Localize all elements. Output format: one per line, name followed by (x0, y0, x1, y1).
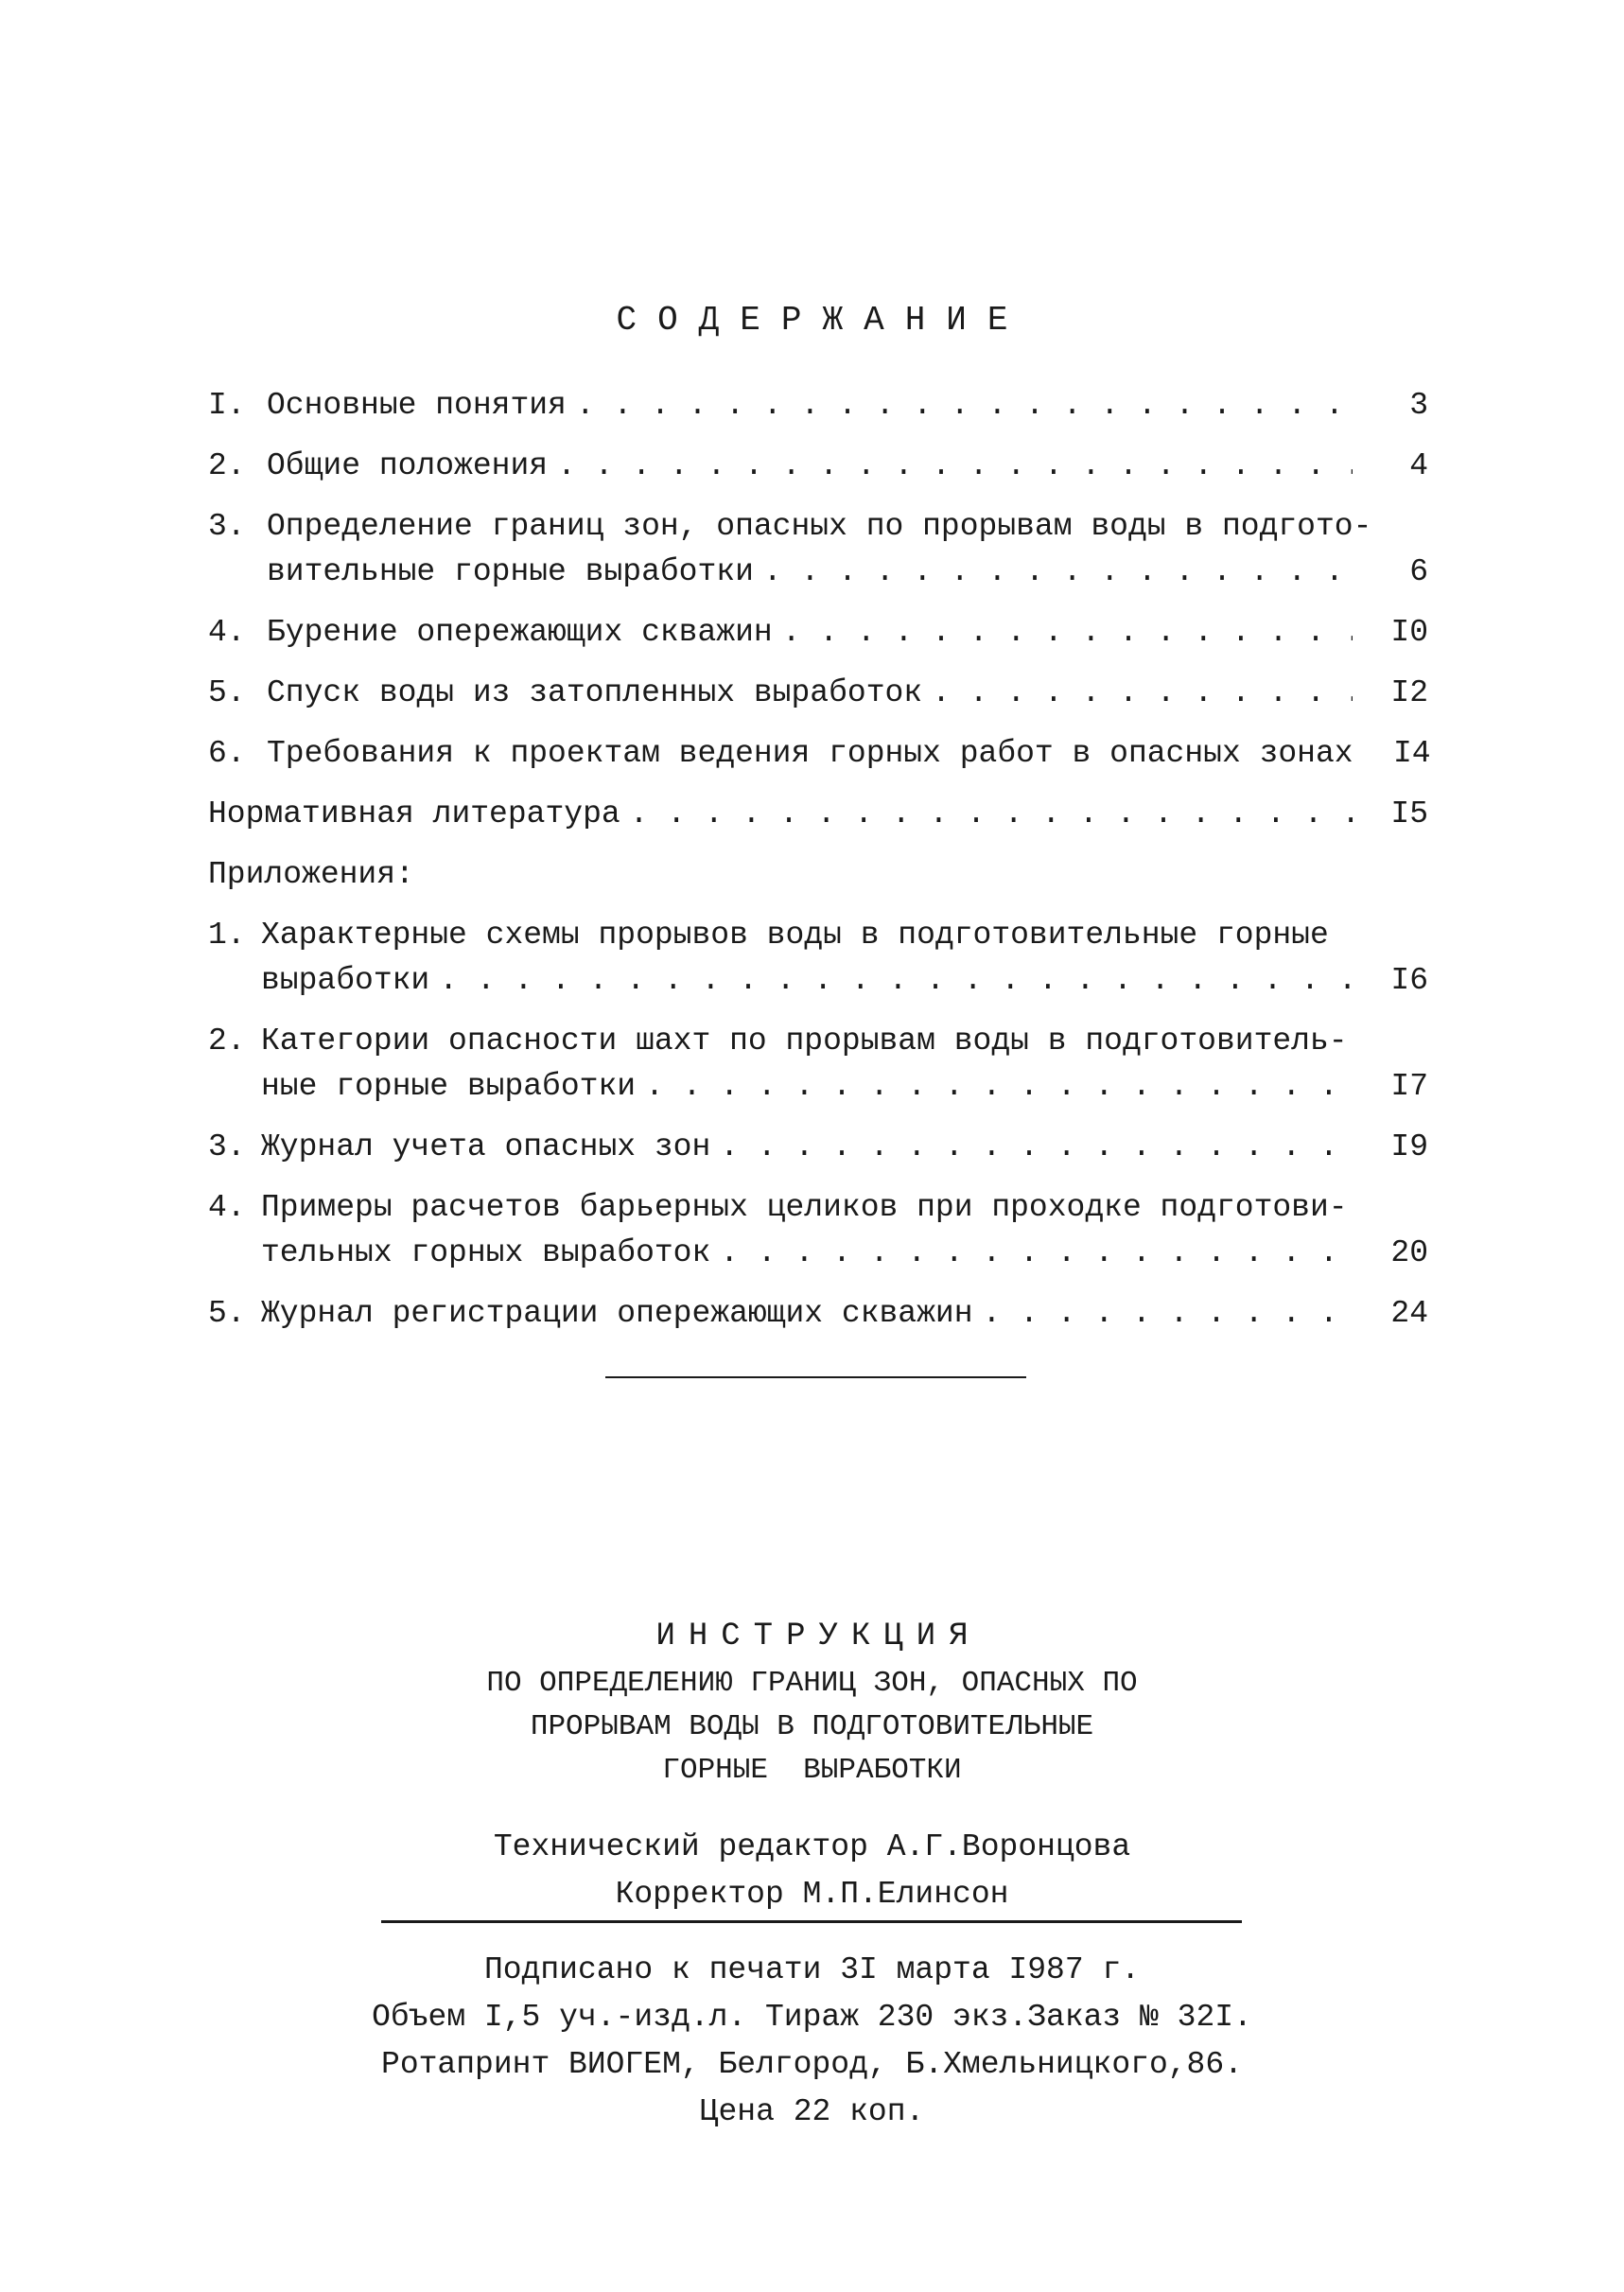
toc-entry-text-continued: вительные горные выработки (267, 554, 754, 589)
appendix-text: Примеры расчетов барьерных целиков при проходке подготови- (261, 1190, 1348, 1225)
instruction-title: ИНСТРУКЦИЯ (655, 1618, 982, 1654)
toc-entry-number: 3. (208, 509, 246, 544)
appendix-number: 4. (208, 1190, 246, 1225)
corrector: Корректор М.П.Елинсон (615, 1877, 1009, 1912)
appendix-page: 20 (1390, 1235, 1428, 1270)
toc-entry (208, 671, 1428, 716)
dot-leader (983, 1291, 1353, 1337)
appendix-text-continued: ные горные выработки (261, 1069, 637, 1104)
credits-block (0, 1824, 1624, 1918)
toc-entry-text: Основные понятия (267, 388, 567, 423)
toc-entry-page: 3 (1409, 388, 1428, 423)
toc-entry-text: Спуск воды из затопленных выработок (267, 675, 923, 710)
toc-entry-page: I2 (1390, 675, 1428, 710)
toc-entry-text: Требования к проектам ведения горных работ в опасных зонах (267, 736, 1353, 771)
toc-entry-number: 6. (208, 736, 246, 771)
dot-leader (763, 550, 1353, 595)
divider-short (605, 1376, 1026, 1378)
toc-entry-text: Общие положения (267, 448, 549, 483)
table-of-contents (208, 383, 1431, 1352)
appendix-text: Журнал регистрации опережающих скважин (261, 1296, 973, 1331)
appendix-text-continued: выработки (261, 963, 430, 998)
appendix-entry (208, 1291, 1428, 1337)
toc-entry-number: 5. (208, 675, 246, 710)
dot-leader (439, 958, 1353, 1004)
instruction-subtitle-line: ПО ОПРЕДЕЛЕНИЮ ГРАНИЦ ЗОН, ОПАСНЫХ ПО (486, 1667, 1138, 1700)
dot-leader (557, 444, 1353, 489)
literature-page: I5 (1390, 796, 1428, 831)
toc-entry-page: I4 (1392, 736, 1431, 771)
appendix-text: Журнал учета опасных зон (261, 1129, 711, 1164)
appendix-entry (208, 1125, 1428, 1170)
imprint-block (0, 1947, 1624, 2136)
appendix-number: 5. (208, 1296, 246, 1331)
toc-entry-page: 4 (1409, 448, 1428, 483)
instruction-block (0, 1615, 1624, 1793)
toc-title: СОДЕРЖАНИЕ (616, 301, 1029, 340)
imprint-printer: Ротапринт ВИОГЕМ, Белгород, Б.Хмельницкого,86. (381, 2047, 1243, 2082)
dot-leader (630, 792, 1353, 837)
appendix-number: 1. (208, 918, 246, 953)
literature-label: Нормативная литература (208, 796, 620, 831)
appendix-page: 24 (1390, 1296, 1428, 1331)
toc-entry-number: 4. (208, 615, 246, 650)
tech-editor: Технический редактор А.Г.Воронцова (493, 1829, 1131, 1864)
instruction-subtitle-line: ГОРНЫЕ ВЫРАБОТКИ (662, 1754, 962, 1787)
imprint-signed: Подписано к печати 3I марта I987 г. (483, 1952, 1141, 1987)
appendix-page: I6 (1390, 963, 1428, 998)
toc-entry-number: 2. (208, 448, 246, 483)
appendix-text: Категории опасности шахт по прорывам воды в подготовитель- (261, 1024, 1348, 1059)
dot-leader (782, 610, 1353, 656)
instruction-subtitle-line: ПРОРЫВАМ ВОДЫ В ПОДГОТОВИТЕЛЬНЫЕ (530, 1710, 1094, 1743)
appendix-page: I9 (1390, 1129, 1428, 1164)
toc-literature (208, 792, 1428, 837)
appendix-entry (208, 1019, 1428, 1110)
toc-entry-text: Определение границ зон, опасных по прорывам воды в подгото- (267, 509, 1372, 544)
toc-entry (208, 504, 1428, 595)
toc-entry-text: Бурение опережающих скважин (267, 615, 773, 650)
appendix-page: I7 (1390, 1069, 1428, 1104)
dot-leader (645, 1064, 1353, 1110)
dot-leader (720, 1125, 1353, 1170)
dot-leader (576, 383, 1353, 429)
toc-entry (208, 731, 1431, 777)
toc-entry (208, 444, 1428, 489)
imprint-price: Цена 22 коп. (699, 2094, 925, 2129)
toc-entry (208, 610, 1428, 656)
appendix-text: Характерные схемы прорывов воды в подготовительные горные (261, 918, 1329, 953)
imprint-volume: Объем I,5 уч.-изд.л. Тираж 230 экз.Заказ № 32I. (372, 2000, 1252, 2035)
appendix-text-continued: тельных горных выработок (261, 1235, 711, 1270)
appendix-heading: Приложения: (208, 857, 414, 892)
appendix-number: 3. (208, 1129, 246, 1164)
appendix-entry (208, 1185, 1428, 1276)
toc-entry-page: I0 (1390, 615, 1428, 650)
toc-entry (208, 383, 1428, 429)
toc-entry-page: 6 (1409, 554, 1428, 589)
dot-leader (720, 1231, 1353, 1276)
appendix-number: 2. (208, 1024, 246, 1059)
dot-leader (932, 671, 1353, 716)
divider-long (381, 1920, 1242, 1923)
toc-entry-number: I. (208, 388, 246, 423)
appendix-entry (208, 913, 1428, 1004)
